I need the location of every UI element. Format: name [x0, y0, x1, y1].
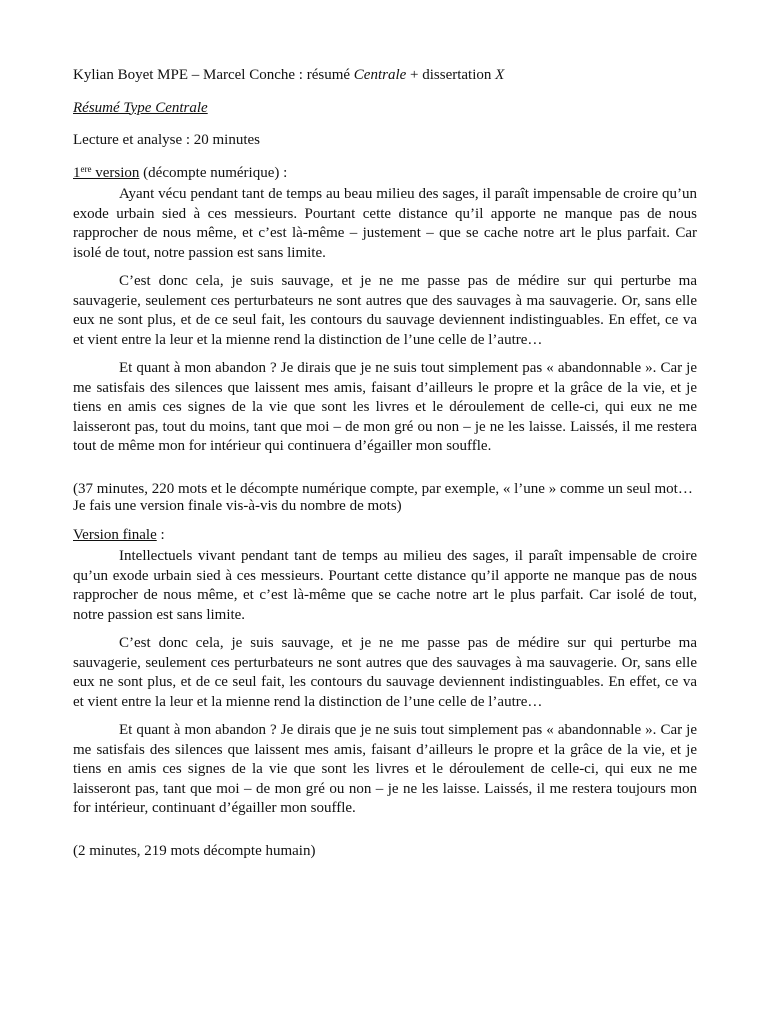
- reading-time: Lecture et analyse : 20 minutes: [73, 132, 261, 148]
- version1-superscript: ere: [80, 163, 92, 174]
- version1-paragraph-3: Et quant à mon abandon ? Je dirais que je ne suis tout simplement pas « abandonnable ». Car je me satisfais des silences que laissent mes amis, faisant d’ailleurs le propre et la grâce de la vie, et je tiens en amis ces signes de la vie que sont les livres et le déroulement de celle-ci, qui eux ne me laisseront pas, tout du moins, tant que moi – de mon gré ou non – je ne les laisse. Laissés, il me restera tout de même mon for intérieur qui continuera d’égailler mon souffle.: [73, 360, 697, 454]
- final-paragraph-2: C’est donc cela, je suis sauvage, et je ne me passe pas de médire sur qui perturbe ma sauvagerie, seulement ces perturbateurs ne sont autres que des sauvages à ma sauvagerie. Or, sans elle eux ne sont plus, et de ce seul fait, les contours du sauvage deviennent indistinguables. En effet, ce va et vient entre la leur et la mienne rend la distinction de l’une celle de l’autre…: [73, 635, 697, 710]
- version1-paragraph-1: Ayant vécu pendant tant de temps au beau milieu des sages, il paraît impensable de croire qu’un exode urbain sied à ces messieurs. Pourtant cette distance qu’il apporte ne manque pas de nous rapprocher de nous même, et c’est là-même – justement – que se cache notre art le plus parfait. Car isolé de tout, notre passion est sans limite.: [73, 186, 697, 261]
- version1-suffix: (décompte numérique) :: [139, 164, 288, 181]
- section-title: Résumé Type Centrale: [73, 99, 208, 116]
- version1-paragraph-2: C’est donc cela, je suis sauvage, et je ne me passe pas de médire sur qui perturbe ma sauvagerie, seulement ces perturbateurs ne sont autres que des sauvages à ma sauvagerie. Or, sans elle eux ne sont plus, et de ce seul fait, les contours du sauvage deviennent indistinguables. En effet, ce va et vient entre la leur et la mienne rend la distinction de l’une celle de l’autre…: [73, 273, 697, 348]
- version1-note: (37 minutes, 220 mots et le décompte numérique compte, par exemple, « l’une » comme un seul mot… Je fais une version finale vis-à-vis du nombre de mots): [73, 480, 693, 514]
- document-header: [73, 66, 697, 86]
- final-version-suffix: :: [156, 526, 165, 543]
- version1-heading: [73, 164, 697, 184]
- final-version-label: Version finale: [73, 526, 157, 543]
- final-version-heading: [73, 526, 697, 546]
- document-page: [73, 66, 697, 871]
- header-middle: + dissertation: [406, 67, 496, 83]
- header-italic-x: X: [495, 67, 505, 83]
- final-paragraph-3: Et quant à mon abandon ? Je dirais que je ne suis tout simplement pas « abandonnable ». Car je me satisfais des silences que laissent mes amis, faisant d’ailleurs le propre et la grâce de la vie, et je tiens en amis ces signes de la vie que sont les livres et le déroulement de celle-ci, qui eux ne me laisseront pas, tant que moi – de mon gré ou non – je ne les laisse. Laissés, il me restera toujours mon for intérieur, continuant d’égailler mon souffle.: [73, 722, 697, 816]
- header-italic-centrale: Centrale: [353, 67, 407, 83]
- final-version-note: (2 minutes, 219 mots décompte humain): [73, 842, 316, 859]
- version1-number: 1: [73, 164, 81, 181]
- version1-label-underlined: [73, 165, 139, 181]
- header-prefix: Kylian Boyet MPE – Marcel Conche : résumé: [73, 67, 354, 83]
- version1-label: version: [91, 164, 140, 181]
- final-paragraph-1: Intellectuels vivant pendant tant de temps au milieu des sages, il paraît impensable de croire qu’un exode urbain sied à ces messieurs. Pourtant cette distance qu’il apporte ne manque pas de nous rapprocher de nous même, et c’est là-même que se cache notre art le plus parfait. Car isolé de tout, notre passion est sans limite.: [73, 548, 697, 623]
